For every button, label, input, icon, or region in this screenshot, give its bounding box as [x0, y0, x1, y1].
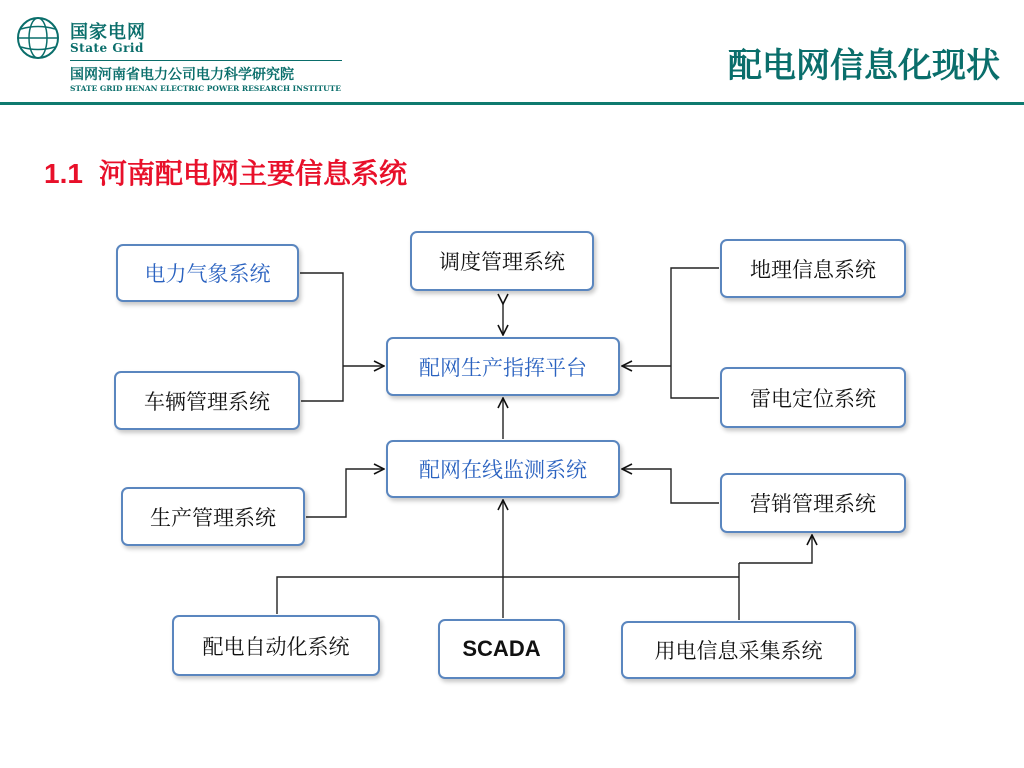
- edge-production-online: [306, 469, 384, 517]
- edge-da-bus: [277, 577, 739, 614]
- institute-chinese-name: 国网河南省电力公司电力科学研究院: [70, 67, 294, 83]
- page-title: 配电网信息化现状: [728, 46, 1000, 86]
- node-label: SCADA: [462, 636, 541, 661]
- node-label: 生产管理系统: [150, 505, 276, 530]
- node-gis-system: [720, 239, 906, 298]
- node-label: 调度管理系统: [439, 250, 565, 274]
- node-production-command-platform: [386, 337, 620, 396]
- node-distribution-automation-system: [172, 615, 380, 676]
- logo-english-name: State Grid: [70, 41, 144, 55]
- node-marketing-system: [720, 473, 906, 533]
- node-online-monitoring-system: [386, 440, 620, 498]
- node-label: 车辆管理系统: [144, 389, 270, 414]
- edge-weather-platform: [300, 273, 343, 366]
- node-label: 地理信息系统: [750, 257, 876, 282]
- edge-gis-platform: [671, 268, 719, 366]
- node-label: 电力气象系统: [144, 262, 271, 286]
- node-label: 营销管理系统: [750, 492, 876, 516]
- logo-chinese-name: 国家电网: [70, 22, 146, 43]
- node-label: 雷电定位系统: [750, 386, 876, 411]
- node-label: 配电自动化系统: [202, 634, 350, 659]
- node-power-info-collection-system: [621, 621, 856, 679]
- node-scada: [438, 619, 565, 679]
- section-title: 河南配电网主要信息系统: [98, 157, 407, 190]
- node-lightning-location-system: [720, 367, 906, 428]
- institute-english-name: STATE GRID HENAN ELECTRIC POWER RESEARCH INSTITUTE: [70, 84, 341, 93]
- node-label: 用电信息采集系统: [654, 639, 823, 663]
- node-dispatch-system: [410, 231, 594, 291]
- node-label: 配网在线监测系统: [419, 458, 587, 482]
- edge-vehicle-platform: [301, 366, 343, 401]
- edge-marketing-online: [622, 469, 719, 503]
- node-production-management-system: [121, 487, 305, 546]
- edge-lightning-platform: [671, 366, 719, 398]
- node-weather-system: [116, 244, 299, 302]
- edge-collect-marketing: [739, 535, 812, 563]
- node-vehicle-system: [114, 371, 300, 430]
- node-label: 配网生产指挥平台: [419, 355, 587, 380]
- section-number: 1.1: [44, 158, 83, 189]
